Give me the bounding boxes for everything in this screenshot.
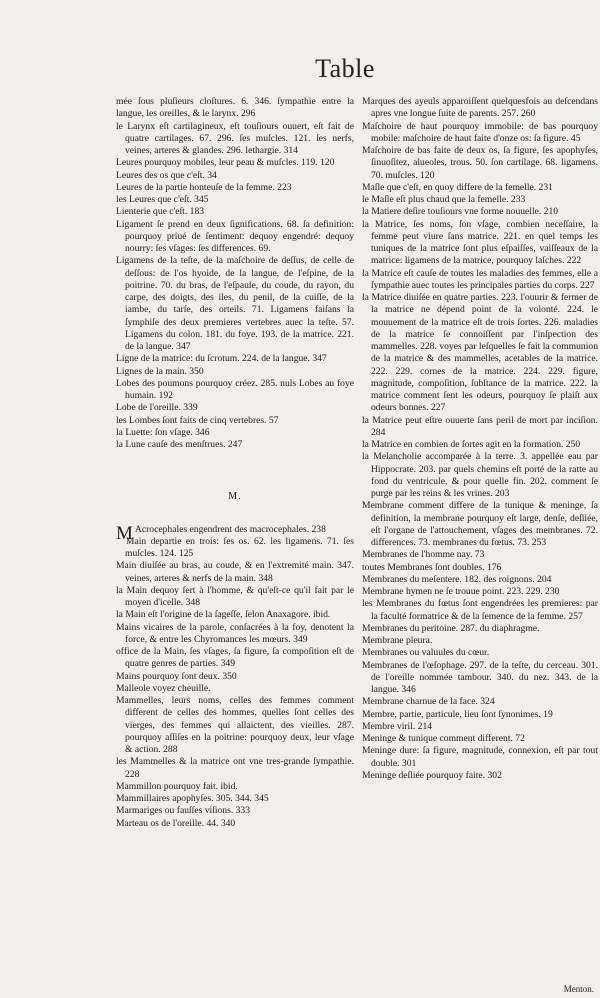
index-entry: Maſle que c'eſt, en quoy differe de la femelle. 231	[362, 181, 553, 193]
left-entries	[116, 96, 354, 451]
index-entry: mée ſous pluſieurs cloſtures. 6. 346. ſympathie entre la langue, les oreilles, & le larynx. 296	[116, 96, 354, 120]
index-entry: Membrane hymen ne ſe trouue point. 223. 229. 230	[362, 586, 560, 597]
index-entry: la Main dequoy ſert à l'homme, & qu'eſt-ce qu'il fait par le moyen d'icelle. 348	[116, 584, 354, 608]
section-letter: M.	[228, 491, 242, 503]
index-entry-text: Acrocephales engendrent des macrocephales. 238	[134, 523, 326, 535]
index-entry: Meninge deſliée pourquoy faite. 302	[362, 769, 502, 781]
index-entry: les Leures que c'eſt. 345	[116, 194, 209, 205]
index-entry: la Melancholie accomparée à la terre. 3. appellée eau par Hippocrate. 203. par quels chemins eſt porté de la ratte au fond du ventricule, & pour quelle fin. 202. comment ſe purge par les reins & les vrines. 203	[362, 451, 598, 499]
index-entry: Leures des os que c'eſt. 34	[116, 169, 217, 181]
index-entry: Mammillaires apophyſes. 305. 344. 345	[116, 793, 269, 804]
index-entry: la Lune cauſe des menſtrues. 247	[116, 439, 243, 450]
index-entry: les Lombes ſont faits de cinq vertebres. 57	[116, 414, 279, 426]
index-entry: Mains pourquoy ſont deux. 350	[116, 670, 237, 682]
index-column-left	[116, 96, 354, 830]
index-entry: les Membranes du fœtus ſont engendrées les premieres: par la faculté formatrice & de la ſemence de la femme. 257	[362, 598, 598, 622]
index-entry: la Matrice peut eſtre ouuerte ſans peril de mort par inciſion. 284	[362, 414, 598, 438]
index-entry: la Matrice, ſes noms, ſon vſage, combien neceſſaire, la femme peut viure ſans matrice. 221. en quel temps les tuniques de la matrice ſont plus eſpaiſſes, vaiſſeaux de la matrice: ligamens de la matrice, pourquoy laſches. 222	[362, 218, 598, 267]
index-entry: la Matrice eſt cauſe de toutes les maladies des femmes, elle a ſympathie auec toutes les principales parties du corps. 227	[362, 267, 598, 291]
index-entry: Meninge & tunique comment different. 72	[362, 733, 525, 744]
index-entry: Maſchoire de bas faite de deux os, ſa figure, ſes apophyſes, ſinuoſitez, alueoles, trous. 50. ſon cartilage. 68. ligamens. 70. muſcles. 120	[362, 145, 598, 181]
index-entry: Meninge dure: ſa figure, magnitude, connexion, eſt par tout double. 301	[362, 745, 598, 769]
index-entry: Mammillon pourquoy fait. ibid.	[116, 780, 238, 792]
index-entry: Ligamens de la teſte, de la maſchoire de deſſus, de celle de deſſous: de l'os hyoide, de la langue, de l'eſpine, de la poitrine. 70. du bras, de l'eſpaule, du coude, du rayon, du carpe, des doigts, des iles, du penil, de la cuiſſe, de la iambe, du tarſe, des orteils. 71. Ligamens faiſans la ſymphiſe des deux premieres vertebres auec la teſte. 57. Ligamens du colon. 181. du foye. 193. de la matrice. 221. de la langue. 347	[116, 255, 354, 352]
catchword: Menton.	[563, 984, 594, 994]
index-entry: Lienterie que c'eſt. 183	[116, 206, 205, 218]
index-entry: Main departie en trois: ſes os. 62. les ligamens. 71. ſes muſcles. 124. 125	[125, 535, 354, 559]
index-entry: la Matrice en combien de ſortes agit en la formation. 250	[362, 439, 581, 450]
index-entry: le Larynx eſt cartilagineux, eſt touſiours ouuert, eſt fait de quatre cartilages. 67. 296. ſes muſcles. 121. ſes nerfs, veines, arteres & glandes. 296. lethargie. 314	[116, 120, 354, 156]
drop-cap: M	[116, 522, 133, 544]
index-entry: Membrane charnue de la face. 324	[362, 696, 495, 708]
index-entry: Ligne de la matrice: du ſcrotum. 224. de la langue. 347	[116, 353, 327, 365]
index-entry: toutes Membranes ſont doubles. 176	[362, 561, 502, 573]
index-entry: office de la Main, ſes vſages, ſa figure, ſa compoſition eſt de quatre genres de parties. 349	[116, 646, 354, 670]
index-entry: Membranes ou valuules du cœur.	[362, 647, 490, 659]
index-entry: Maſchoire de haut pourquoy immobile: de bas pourquoy mobile: maſchoire de haut faite d'onze os: ſa figure. 45	[362, 120, 598, 144]
index-entry: Membre, partie, particule, lieu ſont ſynonimes. 19	[362, 708, 553, 720]
index-entry: Marteau os de l'oreille. 44. 340	[116, 817, 236, 829]
index-entry: le Maſle eſt plus chaud que la femelle. 233	[362, 194, 526, 205]
index-entry: les Mammelles & la matrice ont vne tres-grande ſympathie. 228	[116, 756, 354, 780]
index-entry: Membranes du meſentere. 182. des roignons. 204	[362, 573, 552, 585]
running-head: Table	[315, 54, 375, 83]
index-entry: la Luette: ſon vſage. 346	[116, 426, 210, 438]
m-entries	[116, 536, 354, 830]
index-entry: Membrane pleura.	[362, 635, 433, 646]
index-entry: Membrane comment differe de la tunique & meninge, ſa definition, la membrane pourquoy eſt large, denſe, deſliée, eſt l'organe de l'attouchement, vſages des membranes. 72. differences. 73. membranes du fœtus. 73. 253	[362, 500, 598, 548]
index-entry: Lignes de la main. 350	[116, 365, 204, 377]
index-column-right	[362, 96, 598, 782]
index-entry: Leures de la partie honteuſe de la femme. 223	[116, 181, 292, 193]
index-entry: Mammelles, leurs noms, celles des femmes comment different de celles des hommes, quelles ſont celles des vierges, des femmes qui allaictent, des vieilles. 287. pourquoy aſſiſes en la poitrine: pourquoy deux, leur vſage & action. 288	[116, 695, 354, 755]
index-entry: Malleole voyez cheuille.	[116, 682, 211, 694]
index-entry: Marmariges ou fauſſes viſions. 333	[116, 805, 251, 817]
index-entry: la Matiere deſire touſiours vne forme nouuelle. 210	[362, 206, 559, 218]
index-entry: Lobes des poumons pourquoy créez. 285. nuls Lobes au foye humain. 192	[116, 377, 354, 401]
index-entry: la Matrice diuiſée en quatre parties. 223. l'ouurir & fermer de la matrice ne dépend point de la volonté. 224. le mouuement de la matrice eſt de trois ſortes. 226. maladies de la matrice ſe connoiſſent par l'inſpection des mammelles. 228. voyes par leſquelles ſe fait la communion de la matrice & des mammelles, acetables de la matrice. 222. 229. cornes de la matrice. 224. 229. figure, magnitude, compoſition, ſubſtance de la matrice. 222. la matrice comment ſent les odeurs, pourquoy ſe plaiſt aux odeurs bonnes. 227	[362, 292, 598, 414]
index-entry: Mains vicaires de la parole, conſacrées à la foy, denotent la force, & entre les Chyromances les mœurs. 349	[116, 621, 354, 645]
index-entry: Marques des ayeuls apparoiſſent quelquesfois au deſcendans apres vne longue ſuite de parents. 257. 260	[362, 96, 598, 120]
index-entry: Membranes de l'œſophage. 297. de la teſte, du cerceau. 301. de l'oreille nommée tambour. 340. du nez. 343. de la langue. 346	[362, 659, 598, 695]
index-entry: Membranes de l'homme nay. 73	[362, 549, 485, 561]
index-entry: Main diuiſée au bras, au coude, & en l'extremité main. 347. veines, arteres & nerfs de la main. 348	[116, 560, 354, 584]
index-entry: Membre viril. 214	[362, 720, 433, 732]
index-entry: Membranes du peritoine. 287. du diaphragme.	[362, 622, 540, 634]
index-entry-first-m	[116, 522, 354, 544]
index-entry: Ligament ſe prend en deux ſignifications. 68. ſa definition: pourquoy priué de ſentiment: dequoy engendré: dequoy nourry: ſes vſages: ſes differences. 69.	[116, 218, 354, 254]
index-entry: Leures pourquoy mobiles, leur peau & muſcles. 119. 120	[116, 157, 335, 169]
index-entry: la Main eſt l'origine de la ſageſſe, ſelon Anaxagore. ibid.	[116, 609, 331, 621]
right-entries	[362, 96, 598, 782]
index-entry: Lobe de l'oreille. 339	[116, 402, 198, 414]
